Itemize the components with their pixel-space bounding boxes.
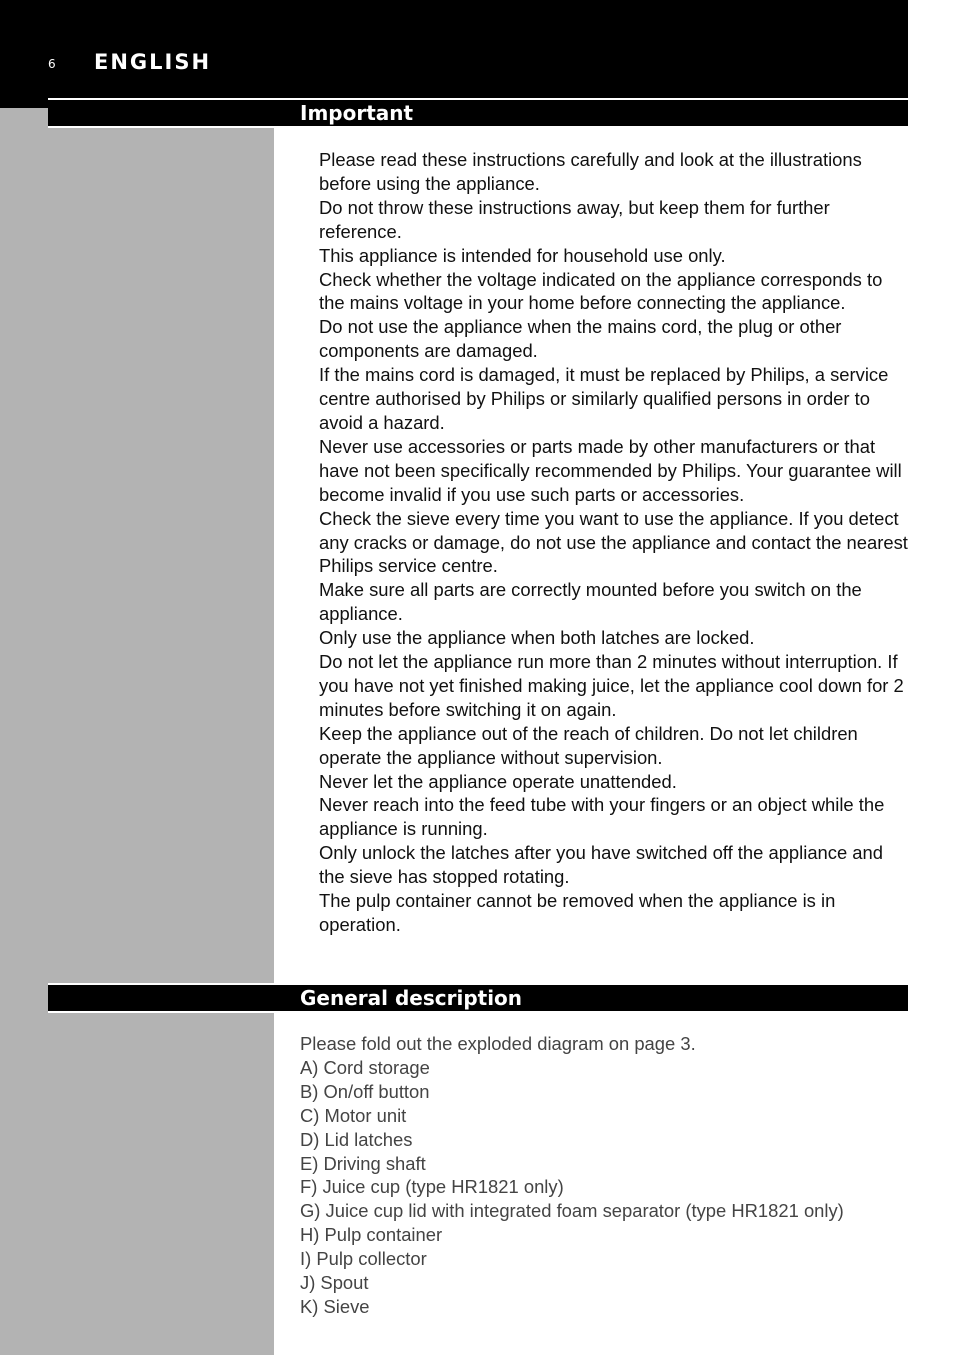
list-item: C) Motor unit <box>300 1104 407 1126</box>
page-number: 6 <box>48 57 56 71</box>
important-list <box>319 148 911 937</box>
language-label: ENGLISH <box>94 50 212 74</box>
list-item: If the mains cord is damaged, it must be replaced by Philips, a service centre authorised by Philips or similarly qualified persons in order to avoid a hazard. <box>319 364 889 433</box>
list-item: This appliance is intended for household use only. <box>319 244 726 266</box>
section-title-important: Important <box>300 101 414 125</box>
list-item: K) Sieve <box>300 1295 370 1317</box>
list-item: Only use the appliance when both latches are locked. <box>319 627 755 649</box>
list-item: Make sure all parts are correctly mounted before you switch on the appliance. <box>319 579 862 625</box>
list-item: Do not throw these instructions away, but keep them for further reference. <box>319 196 830 242</box>
left-margin-column <box>0 0 274 1355</box>
list-item: Check whether the voltage indicated on the appliance corresponds to the mains voltage in your home before connecting the appliance. <box>319 268 883 314</box>
list-item: Only unlock the latches after you have switched off the appliance and the sieve has stopped rotating. <box>319 842 883 888</box>
parts-list <box>300 1032 920 1319</box>
section-header-important <box>48 98 908 128</box>
list-item: Do not let the appliance run more than 2 minutes without interruption. If you have not yet finished making juice, let the appliance cool down for 2 minutes before switching it on again. <box>319 651 904 720</box>
parts-intro: Please fold out the exploded diagram on page 3. <box>300 1033 696 1054</box>
list-item: E) Driving shaft <box>300 1152 426 1174</box>
list-item: H) Pulp container <box>300 1224 443 1246</box>
list-item: G) Juice cup lid with integrated foam separator (type HR1821 only) <box>300 1200 844 1222</box>
list-item: Check the sieve every time you want to use the appliance. If you detect any cracks or damage, do not use the appliance and contact the nearest Philips service centre. <box>319 507 908 577</box>
list-item: D) Lid latches <box>300 1128 413 1150</box>
list-item: F) Juice cup (type HR1821 only) <box>300 1176 564 1198</box>
list-item: Never use accessories or parts made by other manufacturers or that have not been specifically recommended by Philips. Your guarantee will become invalid if you use such parts or accessories. <box>319 435 902 505</box>
page-header <box>0 0 908 108</box>
list-item: Never let the appliance operate unattended. <box>319 770 677 792</box>
list-item: Please read these instructions carefully and look at the illustrations before using the appliance. <box>319 149 862 194</box>
list-item: Do not use the appliance when the mains cord, the plug or other components are damaged. <box>319 316 842 362</box>
section-header-general-description <box>48 983 908 1013</box>
list-item: A) Cord storage <box>300 1056 430 1078</box>
list-item: Never reach into the feed tube with your fingers or an object while the appliance is running. <box>319 794 885 840</box>
list-item: I) Pulp collector <box>300 1248 427 1270</box>
list-item: The pulp container cannot be removed when the appliance is in operation. <box>319 890 836 935</box>
list-item: J) Spout <box>300 1272 369 1294</box>
section-title-general-description: General description <box>300 986 523 1010</box>
list-item: B) On/off button <box>300 1080 430 1102</box>
list-item: Keep the appliance out of the reach of children. Do not let children operate the appliance without supervision. <box>319 722 858 768</box>
